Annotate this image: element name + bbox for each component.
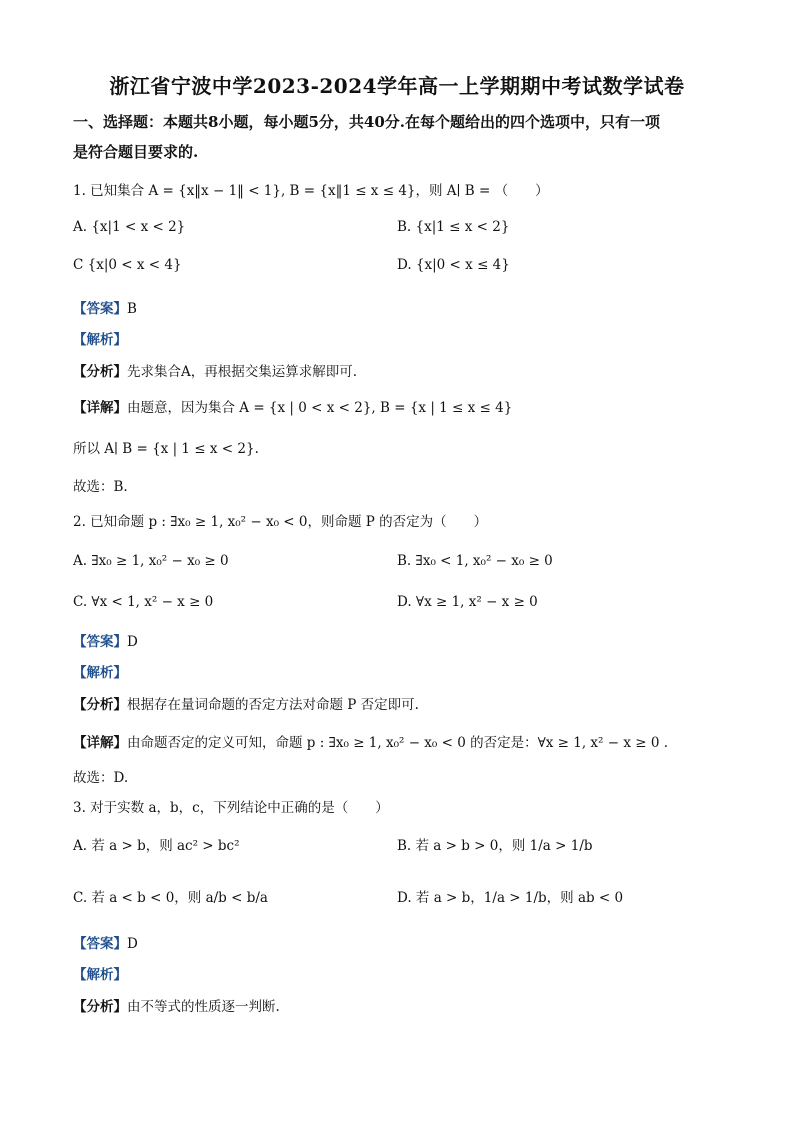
question-3-option-a: A. 若 a > b，则 ac² > bc² [73,838,240,854]
question-2-answer [73,630,138,650]
question-3-analysis [73,995,280,1015]
question-1-jiexi [73,328,127,348]
detail-text: 由命题否定的定义可知，命题 p : ∃x₀ ≥ 1, x₀² − x₀ < 0 的否定是：∀x ≥ 1, x² − x ≥ 0 . [127,735,669,751]
question-1-stem: 1. 已知集合 A = {x‖x − 1‖ < 1}, B = {x‖1 ≤ x ≤ 4}，则 A∣ B = （ ） [73,183,549,199]
answer-value: D [127,634,138,650]
question-1-detail [73,396,512,416]
question-2-analysis [73,693,419,713]
answer-value: B [127,301,137,317]
question-1-option-b: B. {x|1 ≤ x < 2} [397,219,510,235]
question-2-stem: 2. 已知命题 p : ∃x₀ ≥ 1, x₀² − x₀ < 0，则命题 P 的否定为（ ） [73,514,488,530]
section-header-line1: 一、选择题：本题共8小题，每小题5分，共40分.在每个题给出的四个选项中，只有一项 [73,113,660,131]
question-3-option-c: C. 若 a < b < 0，则 a/b < b/a [73,890,268,906]
analysis-text: 根据存在量词命题的否定方法对命题 P 否定即可. [127,697,419,713]
question-2-choose: 故选：D. [73,770,129,786]
question-3-jiexi [73,963,127,983]
page-title: 浙江省宁波中学2023-2024学年高一上学期期中考试数学试卷 [109,74,685,98]
question-3-stem: 3. 对于实数 a，b，c，下列结论中正确的是（ ） [73,800,389,816]
jiexi-tag: 【解析】 [73,665,127,681]
question-3-option-d: D. 若 a > b，1/a > 1/b，则 ab < 0 [397,890,624,906]
question-1-answer [73,297,137,317]
detail-tag: 【详解】 [73,735,127,751]
answer-tag: 【答案】 [73,301,127,317]
question-3-answer [73,932,138,952]
analysis-tag: 【分析】 [73,697,127,713]
question-2-option-b: B. ∃x₀ < 1, x₀² − x₀ ≥ 0 [397,553,553,569]
question-1-option-a: A. {x|1 < x < 2} [73,219,186,235]
analysis-text: 由不等式的性质逐一判断. [127,999,280,1015]
question-1-option-d: D. {x|0 < x ≤ 4} [397,257,510,273]
detail-text: 由题意，因为集合 A = {x | 0 < x < 2}, B = {x | 1 ≤ x ≤ 4} [127,400,513,416]
question-2-option-d: D. ∀x ≥ 1, x² − x ≥ 0 [397,594,538,610]
section-header-line2: 是符合题目要求的. [73,143,199,161]
question-1-choose: 故选：B. [73,479,128,495]
question-1-analysis [73,360,357,380]
question-2-detail [73,731,668,751]
analysis-tag: 【分析】 [73,999,127,1015]
jiexi-tag: 【解析】 [73,332,127,348]
question-2-option-a: A. ∃x₀ ≥ 1, x₀² − x₀ ≥ 0 [73,553,229,569]
detail-tag: 【详解】 [73,400,127,416]
question-2-option-c: C. ∀x < 1, x² − x ≥ 0 [73,594,214,610]
question-1-option-c: C {x|0 < x < 4} [73,257,182,273]
jiexi-tag: 【解析】 [73,967,127,983]
answer-tag: 【答案】 [73,936,127,952]
answer-tag: 【答案】 [73,634,127,650]
answer-value: D [127,936,138,952]
question-1-so: 所以 A∣ B = {x | 1 ≤ x < 2}. [73,441,259,457]
analysis-tag: 【分析】 [73,364,127,380]
analysis-text: 先求集合A，再根据交集运算求解即可. [127,364,358,380]
question-3-option-b: B. 若 a > b > 0，则 1/a > 1/b [397,838,593,854]
question-2-jiexi [73,661,127,681]
